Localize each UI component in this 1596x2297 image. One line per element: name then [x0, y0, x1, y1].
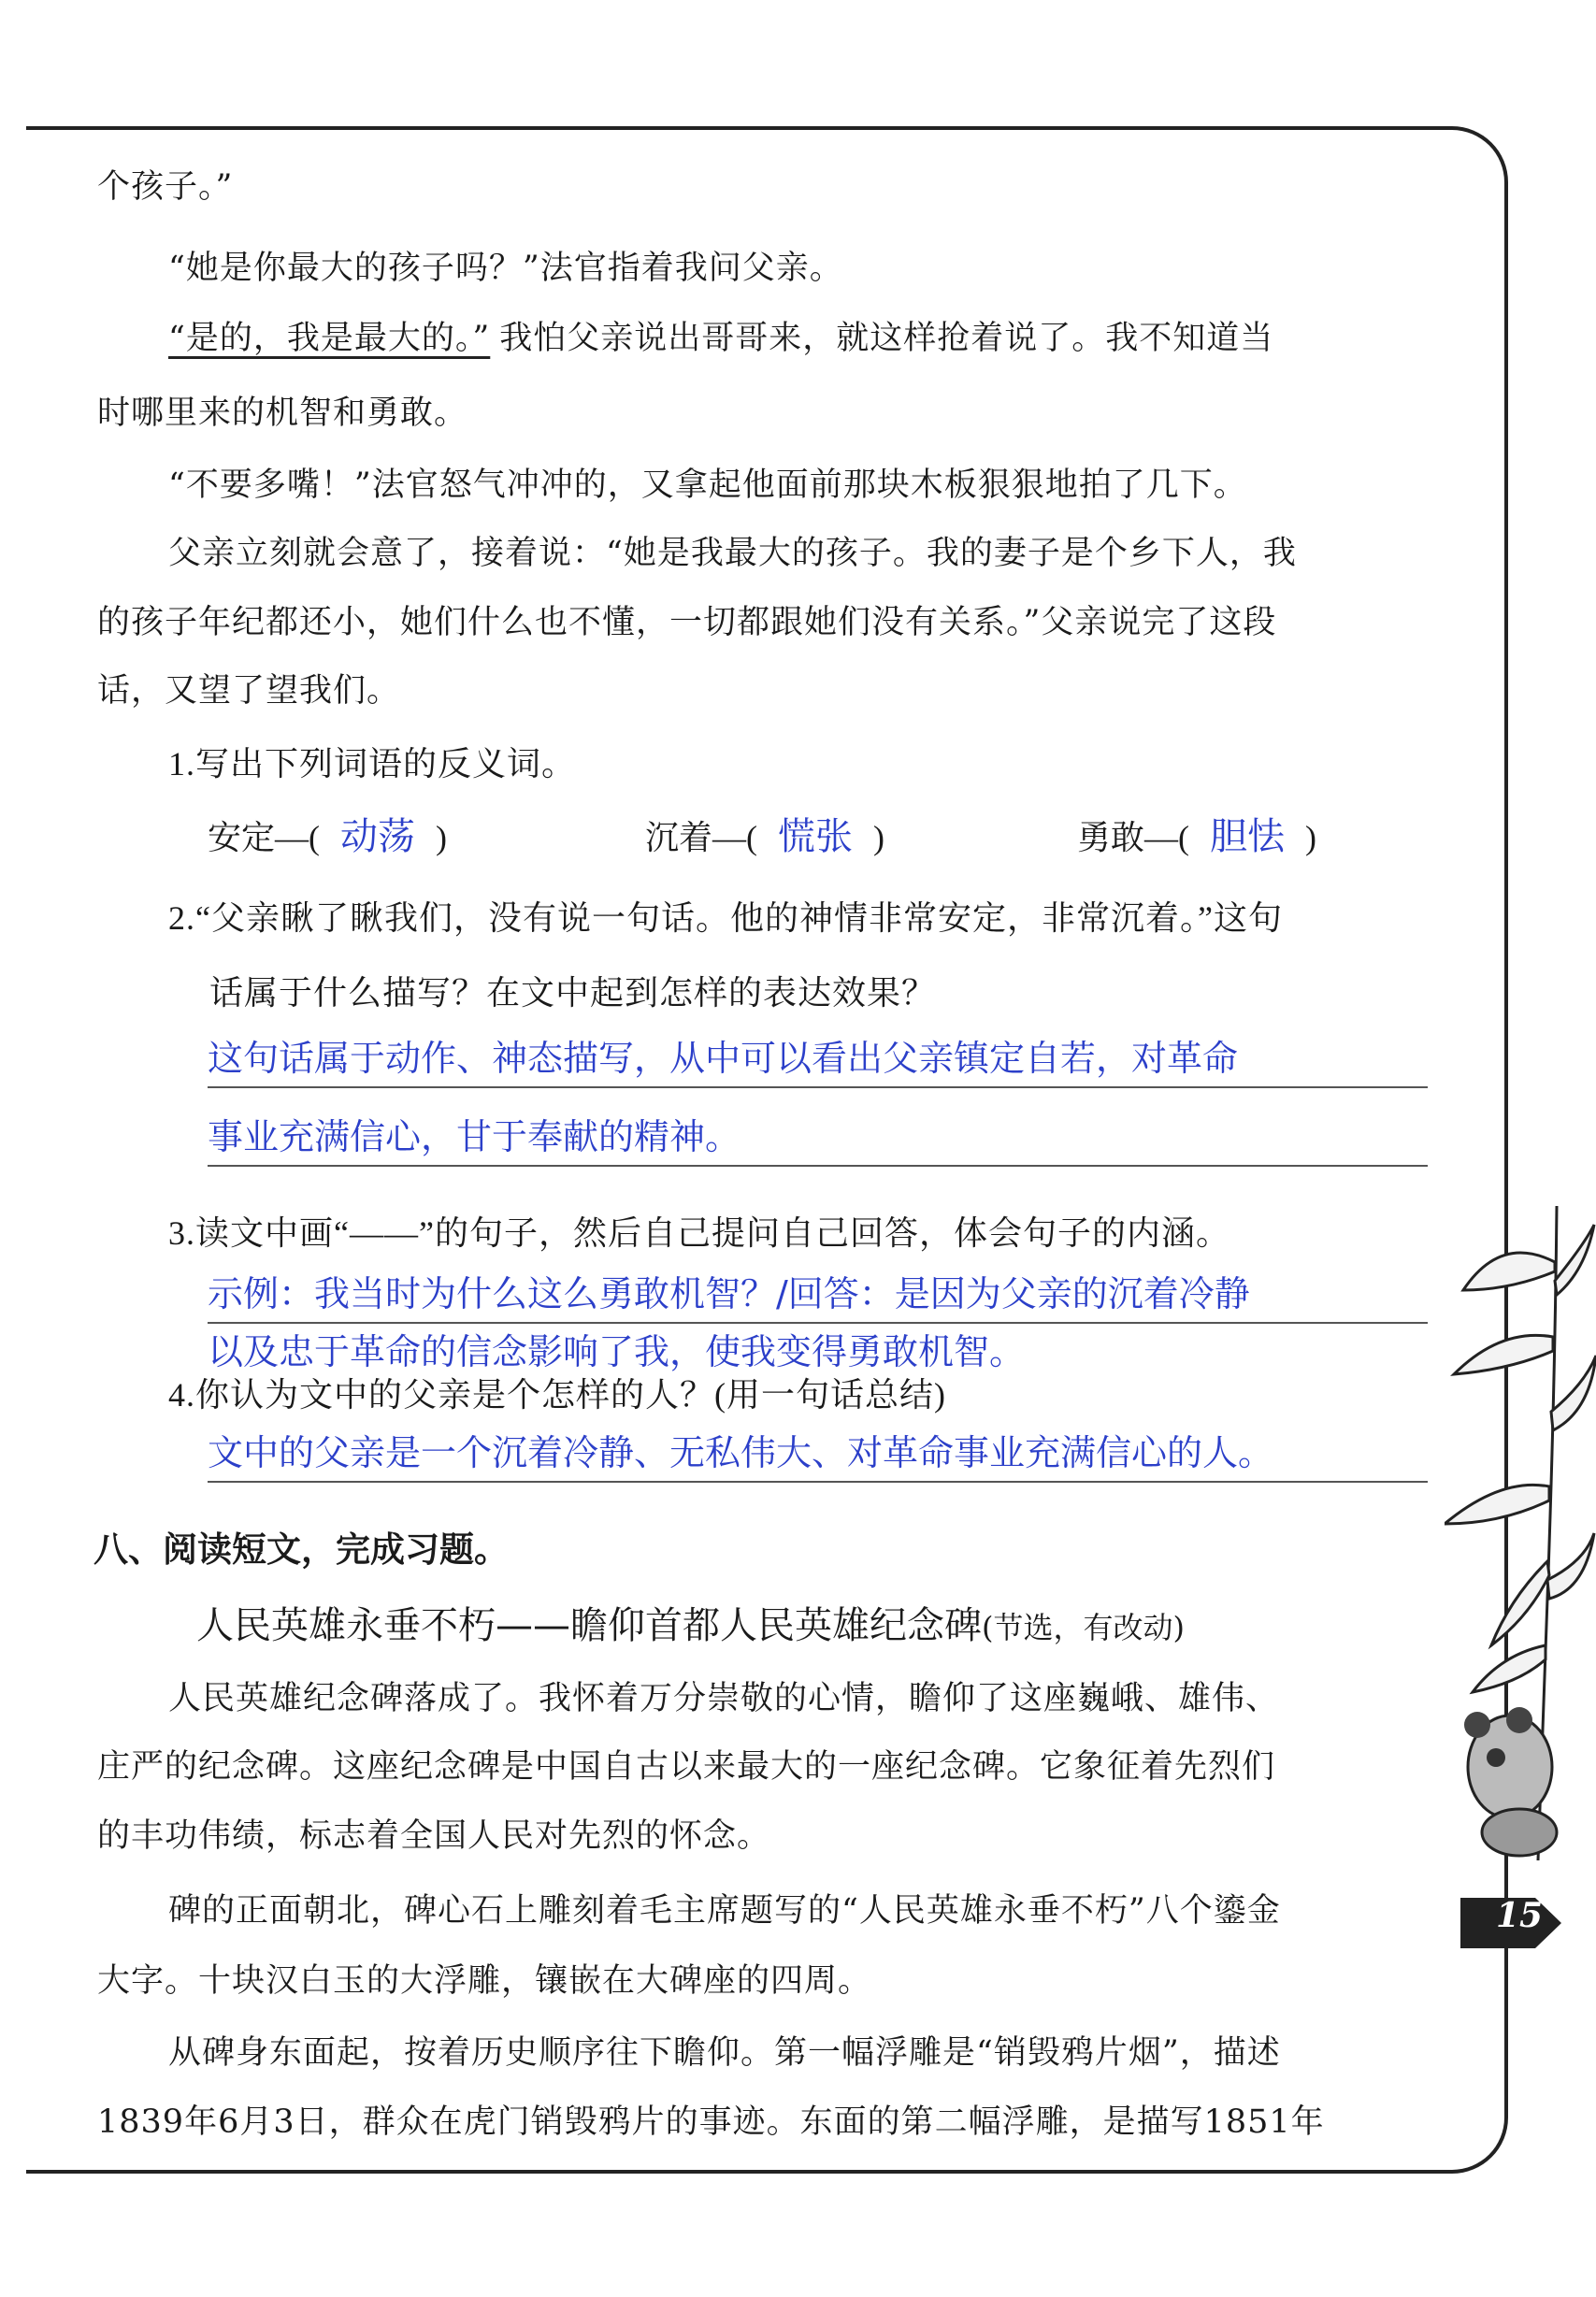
antonym-answer: 胆怯	[1210, 815, 1285, 858]
answer-4: 文中的父亲是一个沉着冷静、无私伟大、对革命事业充满信心的人。	[208, 1430, 1428, 1483]
article-line: 大字。十块汉白玉的大浮雕，镶嵌在大碑座的四周。	[97, 1962, 872, 2000]
passage-line: “不要多嘴！”法官怒气冲冲的，又拿起他面前那块木板狠狠地拍了几下。	[168, 467, 1247, 504]
passage-line: 话，又望了望我们。	[97, 672, 401, 710]
antonym-close: )	[1305, 819, 1316, 856]
article-title-sub: (节选，有改动)	[982, 1610, 1185, 1645]
antonym-item	[1077, 813, 1316, 861]
passage-line: “她是你最大的孩子吗？”法官指着我问父亲。	[168, 250, 843, 287]
underlined-sentence: “是的，我是最大的。”	[168, 320, 491, 357]
passage-line-underlined	[168, 318, 1273, 359]
answer-3-line2: 以及忠于革命的信念影响了我，使我变得勇敢机智。	[208, 1331, 1026, 1372]
section-title: 八、阅读短文，完成习题。	[93, 1529, 509, 1570]
passage-line-rest: 我怕父亲说出哥哥来，就这样抢着说了。我不知道当	[499, 320, 1274, 357]
answer-3-line1: 示例：我当时为什么这么勇敢机智？/回答：是因为父亲的沉着冷静	[208, 1271, 1428, 1324]
article-line: 庄严的纪念碑。这座纪念碑是中国自古以来最大的一座纪念碑。它象征着先烈们	[97, 1748, 1276, 1786]
article-line: 人民英雄纪念碑落成了。我怀着万分崇敬的心情，瞻仰了这座巍峨、雄伟、	[168, 1680, 1280, 1717]
passage-line: 时哪里来的机智和勇敢。	[97, 395, 468, 432]
question-3: 3.读文中画“——”的句子，然后自己提问自己回答，体会句子的内涵。	[168, 1214, 1230, 1252]
antonym-answer: 动荡	[340, 815, 415, 858]
answer-2-line2: 事业充满信心，甘于奉献的精神。	[208, 1114, 1428, 1167]
article-line: 1839年6月3日，群众在虎门销毁鸦片的事迹。东面的第二幅浮雕，是描写1851年	[97, 2103, 1325, 2141]
passage-line: 父亲立刻就会意了，接着说：“她是我最大的孩子。我的妻子是个乡下人，我	[168, 535, 1297, 572]
antonym-close: )	[873, 819, 884, 856]
antonym-item	[645, 813, 884, 861]
question-4: 4.你认为文中的父亲是个怎样的人？(用一句话总结)	[168, 1376, 946, 1414]
answer-2-line1: 这句话属于动作、神态描写，从中可以看出父亲镇定自若，对革命	[208, 1036, 1428, 1088]
article-title	[196, 1596, 1185, 1649]
passage-line: 个孩子。”	[97, 168, 234, 206]
antonym-word: 勇敢—(	[1077, 819, 1189, 856]
antonym-word: 安定—(	[208, 819, 320, 856]
bamboo-panda-icon	[1445, 1206, 1596, 1879]
question-2-cont: 话属于什么描写？在文中起到怎样的表达效果？	[209, 974, 937, 1012]
antonym-close: )	[436, 819, 447, 856]
page-number: 15	[1496, 1896, 1544, 1935]
article-line: 从碑身东面起，按着历史顺序往下瞻仰。第一幅浮雕是“销毁鸦片烟”，描述	[168, 2034, 1281, 2072]
passage-line: 的孩子年纪都还小，她们什么也不懂，一切都跟她们没有关系。”父亲说完了这段	[97, 604, 1277, 641]
article-title-main: 人民英雄永垂不朽——瞻仰首都人民英雄纪念碑	[196, 1604, 982, 1647]
question-1: 1.写出下列词语的反义词。	[168, 745, 577, 782]
article-line: 碑的正面朝北，碑心石上雕刻着毛主席题写的“人民英雄永垂不朽”八个鎏金	[168, 1892, 1281, 1930]
antonym-item	[208, 813, 447, 861]
question-2: 2.“父亲瞅了瞅我们，没有说一句话。他的神情非常安定，非常沉着。”这句	[168, 899, 1283, 937]
antonym-word: 沉着—(	[645, 819, 757, 856]
article-line: 的丰功伟绩，标志着全国人民对先烈的怀念。	[97, 1817, 771, 1855]
antonym-answer: 慌张	[778, 815, 853, 858]
